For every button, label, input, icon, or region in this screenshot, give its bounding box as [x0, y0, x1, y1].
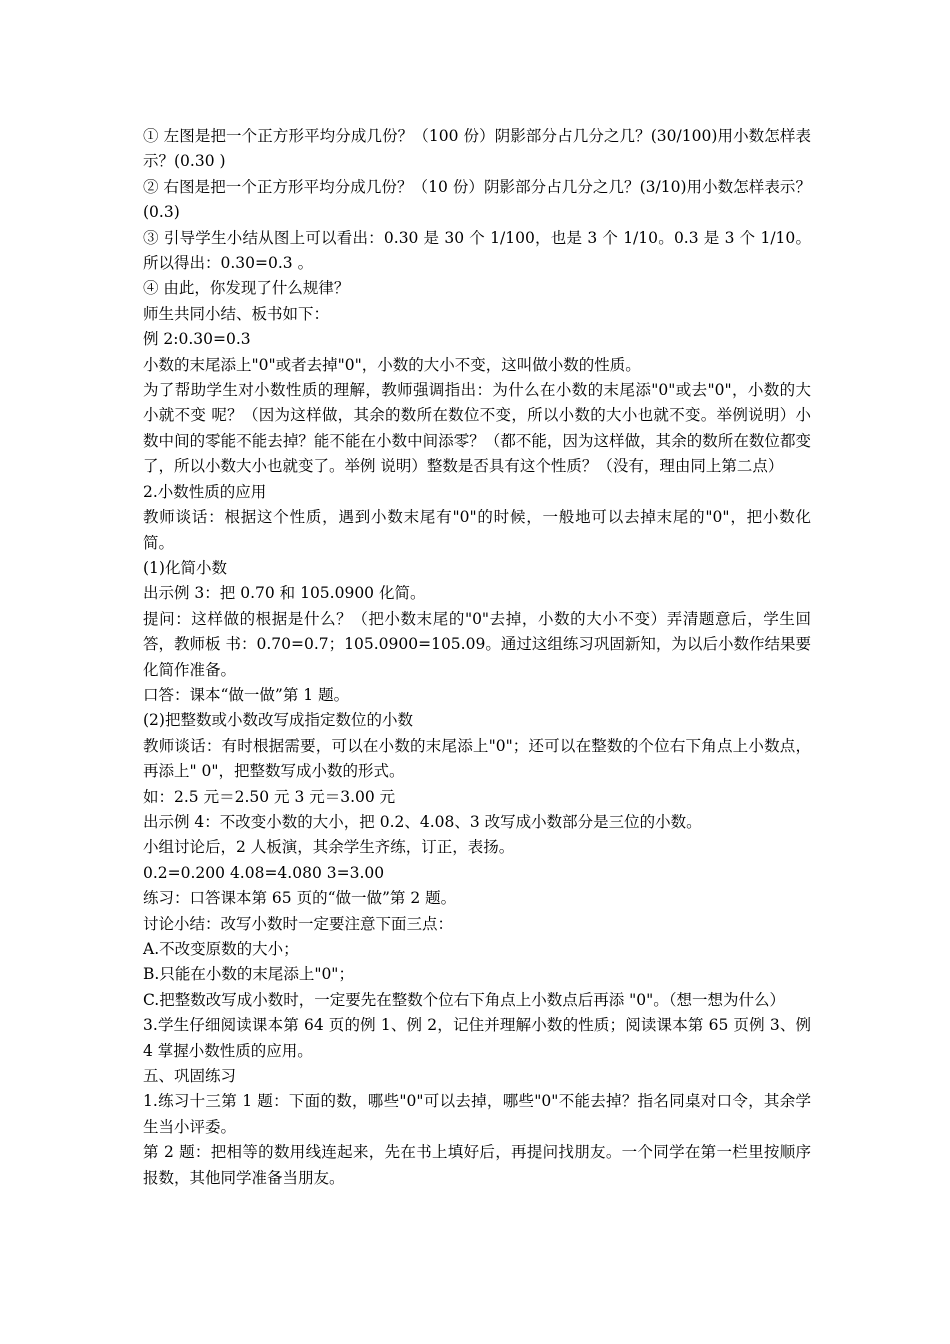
paragraph-summary-intro: 师生共同小结、板书如下：	[143, 304, 330, 323]
paragraph-step-4: ④ 由此，你发现了什么规律？	[143, 279, 350, 298]
paragraph-discussion-summary: 讨论小结：改写小数时一定要注意下面三点：	[143, 914, 454, 933]
paragraph-answers: 0.2=0.200 4.08=4.080 3=3.00	[143, 863, 385, 882]
list-item-c: C.把整数改写成小数时，一定要先在整数个位右下角点上小数点后再添 "0"。（想一想为什么）	[143, 990, 786, 1009]
heading-consolidation: 五、巩固练习	[143, 1067, 237, 1086]
paragraph-example-2: 例 2:0.30=0.3	[143, 330, 251, 349]
paragraph-oral-answer: 口答：课本“做一做”第 1 题。	[143, 685, 350, 704]
paragraph-example-yuan: 如：2.5 元＝2.50 元 3 元＝3.00 元	[143, 787, 396, 806]
list-item-b: B.只能在小数的末尾添上"0"；	[143, 965, 354, 984]
paragraph-teacher-emphasis: 为了帮助学生对小数性质的理解，教师强调指出：为什么在小数的末尾添"0"或去"0"，小数的大小就不变 呢？（因为这样做，其余的数所在数位不变，所以小数的大小也就不变。举例说明）小数中间的零能不能去掉？能不能在小数中间添零？（都不能，因为这样做，其余的数所在数位都变了，所以小数大小也就变了。举例 说明）整数是否具有这个性质？（没有，理由同上第二点）	[143, 381, 811, 476]
heading-rewrite: (2)把整数或小数改写成指定数位的小数	[143, 711, 413, 730]
paragraph-example-3: 出示例 3：把 0.70 和 105.0900 化简。	[143, 584, 426, 603]
document-body	[143, 124, 811, 1191]
paragraph-group-discussion: 小组讨论后，2 人板演，其余学生齐练，订正，表扬。	[143, 838, 515, 857]
paragraph-decimal-property: 小数的末尾添上"0"或者去掉"0"，小数的大小不变，这叫做小数的性质。	[143, 355, 641, 374]
heading-simplify: (1)化简小数	[143, 558, 227, 577]
paragraph-teacher-talk-1: 教师谈话：根据这个性质，遇到小数末尾有"0"的时候，一般地可以去掉末尾的"0"，把小数化简。	[143, 508, 811, 552]
paragraph-step-2: ② 右图是把一个正方形平均分成几份？（10 份）阴影部分占几分之几？(3/10)用小数怎样表示？(0.3)	[143, 177, 811, 222]
paragraph-step-3: ③ 引导学生小结从图上可以看出：0.30 是 30 个 1/100，也是 3 个 1/10。0.3 是 3 个 1/10。所以得出：0.30=0.3 。	[143, 228, 811, 273]
paragraph-reading: 3.学生仔细阅读课本第 64 页的例 1、例 2，记住并理解小数的性质；阅读课本第 65 页例 3、例 4 掌握小数性质的应用。	[143, 1016, 811, 1060]
paragraph-practice: 练习：口答课本第 65 页的“做一做”第 2 题。	[143, 889, 457, 908]
paragraph-teacher-talk-2: 教师谈话：有时根据需要，可以在小数的末尾添上"0"；还可以在整数的个位右下角点上小数点，再添上" 0"，把整数写成小数的形式。	[143, 736, 811, 781]
paragraph-exercise-1: 1.练习十三第 1 题：下面的数，哪些"0"可以去掉，哪些"0"不能去掉？指名同桌对口令，其余学生当小评委。	[143, 1092, 811, 1136]
paragraph-step-1: ① 左图是把一个正方形平均分成几份？（100 份）阴影部分占几分之几？(30/100)用小数怎样表示？(0.30 )	[143, 127, 811, 171]
paragraph-example-4: 出示例 4：不改变小数的大小，把 0.2、4.08、3 改写成小数部分是三位的小数。	[143, 812, 702, 831]
list-item-a: A.不改变原数的大小；	[143, 940, 299, 958]
paragraph-question: 提问：这样做的根据是什么？（把小数末尾的"0"去掉，小数的大小不变）弄清题意后，学生回答，教师板 书：0.70=0.7；105.0900=105.09。通过这组练习巩固新知，为以后小数作结果要化简作准备。	[143, 609, 811, 679]
heading-application: 2.小数性质的应用	[143, 482, 267, 501]
paragraph-exercise-2: 第 2 题：把相等的数用线连起来，先在书上填好后，再提问找朋友。一个同学在第一栏里按顺序报数，其他同学准备当朋友。	[143, 1143, 811, 1187]
